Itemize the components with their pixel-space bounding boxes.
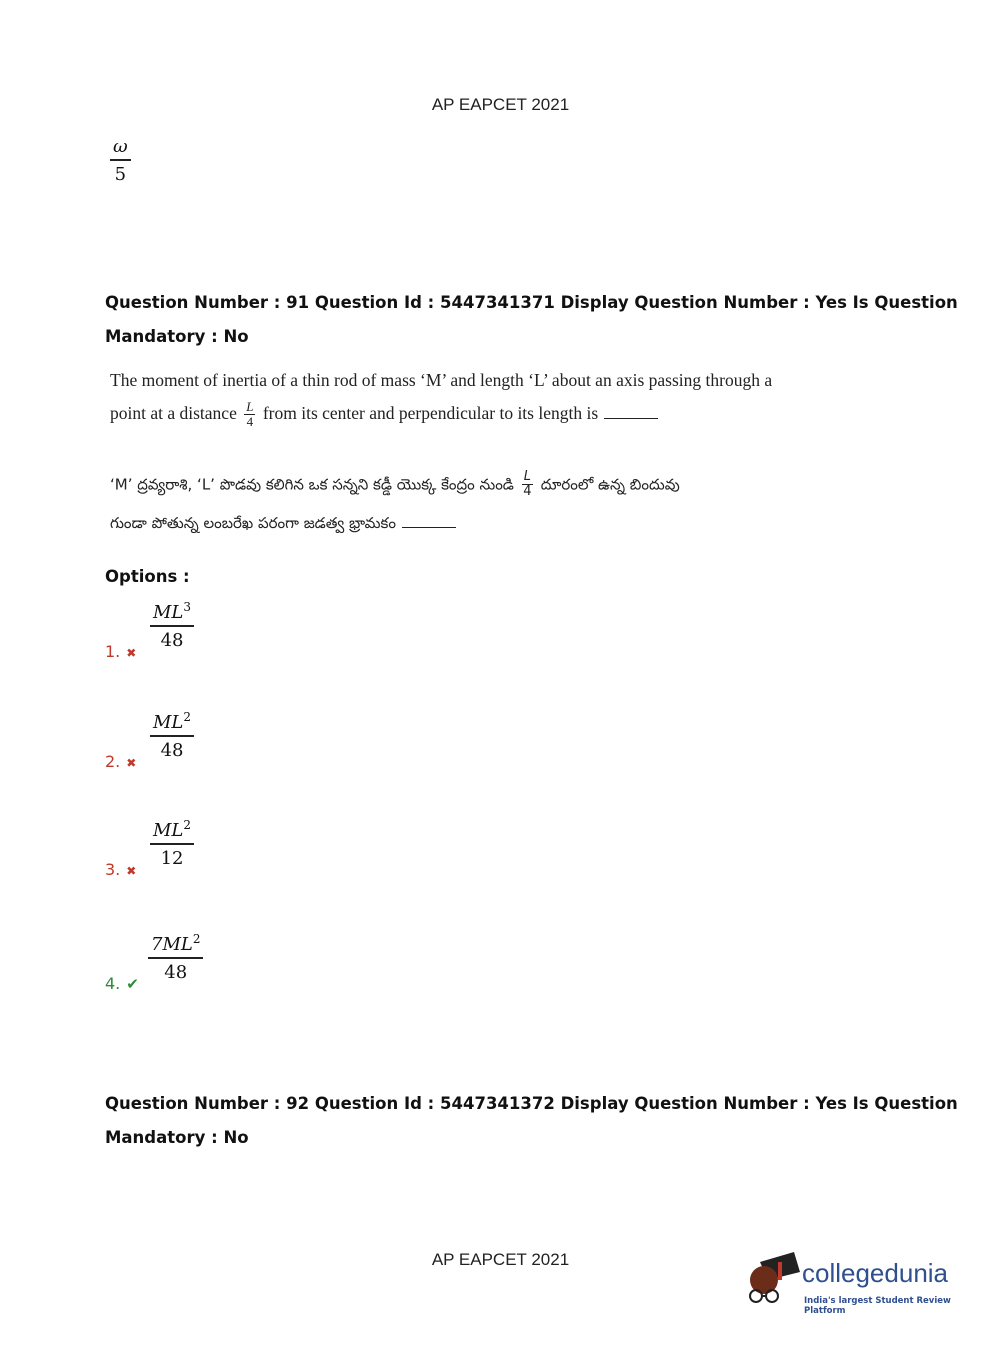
previous-answer-fraction — [110, 136, 131, 185]
check-icon: ✔ — [126, 975, 139, 993]
question-text-telugu-line2 — [110, 514, 456, 536]
options-label: Options : — [105, 567, 190, 586]
logo-brand: collegedunia — [802, 1258, 949, 1288]
answer-blank — [402, 527, 456, 528]
num-text: ML — [153, 602, 184, 623]
fraction-denominator: 48 — [160, 630, 184, 651]
d: 4 — [246, 414, 254, 430]
text: ‘M’ ద్రవ్యరాశి, ‘L’ పొడవు కలిగిన ఒక సన్నని కడ్డీ యొక్క కేంద్రం నుండి — [110, 475, 514, 494]
page-footer: AP EAPCET 2021 — [431, 1250, 570, 1269]
answer-blank — [604, 418, 658, 419]
option-number — [105, 860, 136, 879]
fraction-numerator: ω — [110, 136, 131, 161]
mascot-icon — [742, 1250, 802, 1320]
option-index: 3. — [105, 860, 121, 879]
fraction-denominator: 12 — [160, 848, 184, 869]
text: from its center and perpendicular to its length is — [262, 402, 599, 423]
fraction-denominator: 48 — [160, 740, 184, 761]
option-number — [105, 642, 136, 661]
exponent: 3 — [183, 600, 192, 614]
cross-icon: ✖ — [126, 864, 137, 878]
option-index: 2. — [105, 752, 121, 771]
question-92-mandatory: Mandatory : No — [105, 1128, 249, 1147]
fraction-numerator — [150, 818, 194, 845]
fraction-numerator — [148, 932, 203, 959]
logo-tagline: India's largest Student Review Platform — [804, 1296, 951, 1316]
option-index: 1. — [105, 642, 121, 661]
question-text-telugu-line1 — [110, 470, 680, 500]
cross-icon: ✖ — [126, 646, 137, 660]
option-fraction — [150, 710, 194, 761]
exponent: 2 — [183, 818, 192, 832]
num-text: ML — [153, 712, 184, 733]
text: గుండా పోతున్న లంబరేఖ పరంగా జడత్వ భ్రామకం — [110, 514, 396, 532]
fraction-denominator: 5 — [114, 164, 127, 185]
cross-icon: ✖ — [126, 756, 137, 770]
fraction-denominator: 48 — [164, 962, 188, 983]
fraction-numerator — [150, 710, 194, 737]
l-over-4-fraction — [522, 470, 533, 500]
num-text: ML — [153, 820, 184, 841]
collegedunia-logo — [742, 1250, 972, 1320]
question-text-english-line2 — [110, 400, 658, 430]
option-fraction — [150, 818, 194, 869]
question-text-english-line1: The moment of inertia of a thin rod of mass ‘M’ and length ‘L’ about an axis passing through a — [110, 370, 773, 390]
num-text: 7ML — [151, 934, 193, 955]
question-91-mandatory: Mandatory : No — [105, 327, 249, 346]
text: point at a distance — [110, 402, 237, 423]
text: దూరంలో ఉన్న బిందువు — [540, 475, 680, 494]
page-header: AP EAPCET 2021 — [431, 95, 570, 114]
option-fraction — [148, 932, 203, 983]
option-number — [105, 752, 136, 771]
exponent: 2 — [192, 932, 201, 946]
fraction-numerator — [150, 600, 194, 627]
exponent: 2 — [183, 710, 192, 724]
question-92-meta: Question Number : 92 Question Id : 5447341372 Display Question Number : Yes Is Question — [105, 1094, 958, 1113]
option-index: 4. — [105, 974, 121, 993]
d: 4 — [523, 484, 532, 500]
option-number — [105, 974, 139, 993]
n: L — [246, 399, 254, 414]
l-over-4-fraction — [244, 400, 255, 430]
question-91-meta: Question Number : 91 Question Id : 5447341371 Display Question Number : Yes Is Question — [105, 293, 958, 312]
n: L — [523, 469, 531, 484]
option-fraction — [150, 600, 194, 651]
